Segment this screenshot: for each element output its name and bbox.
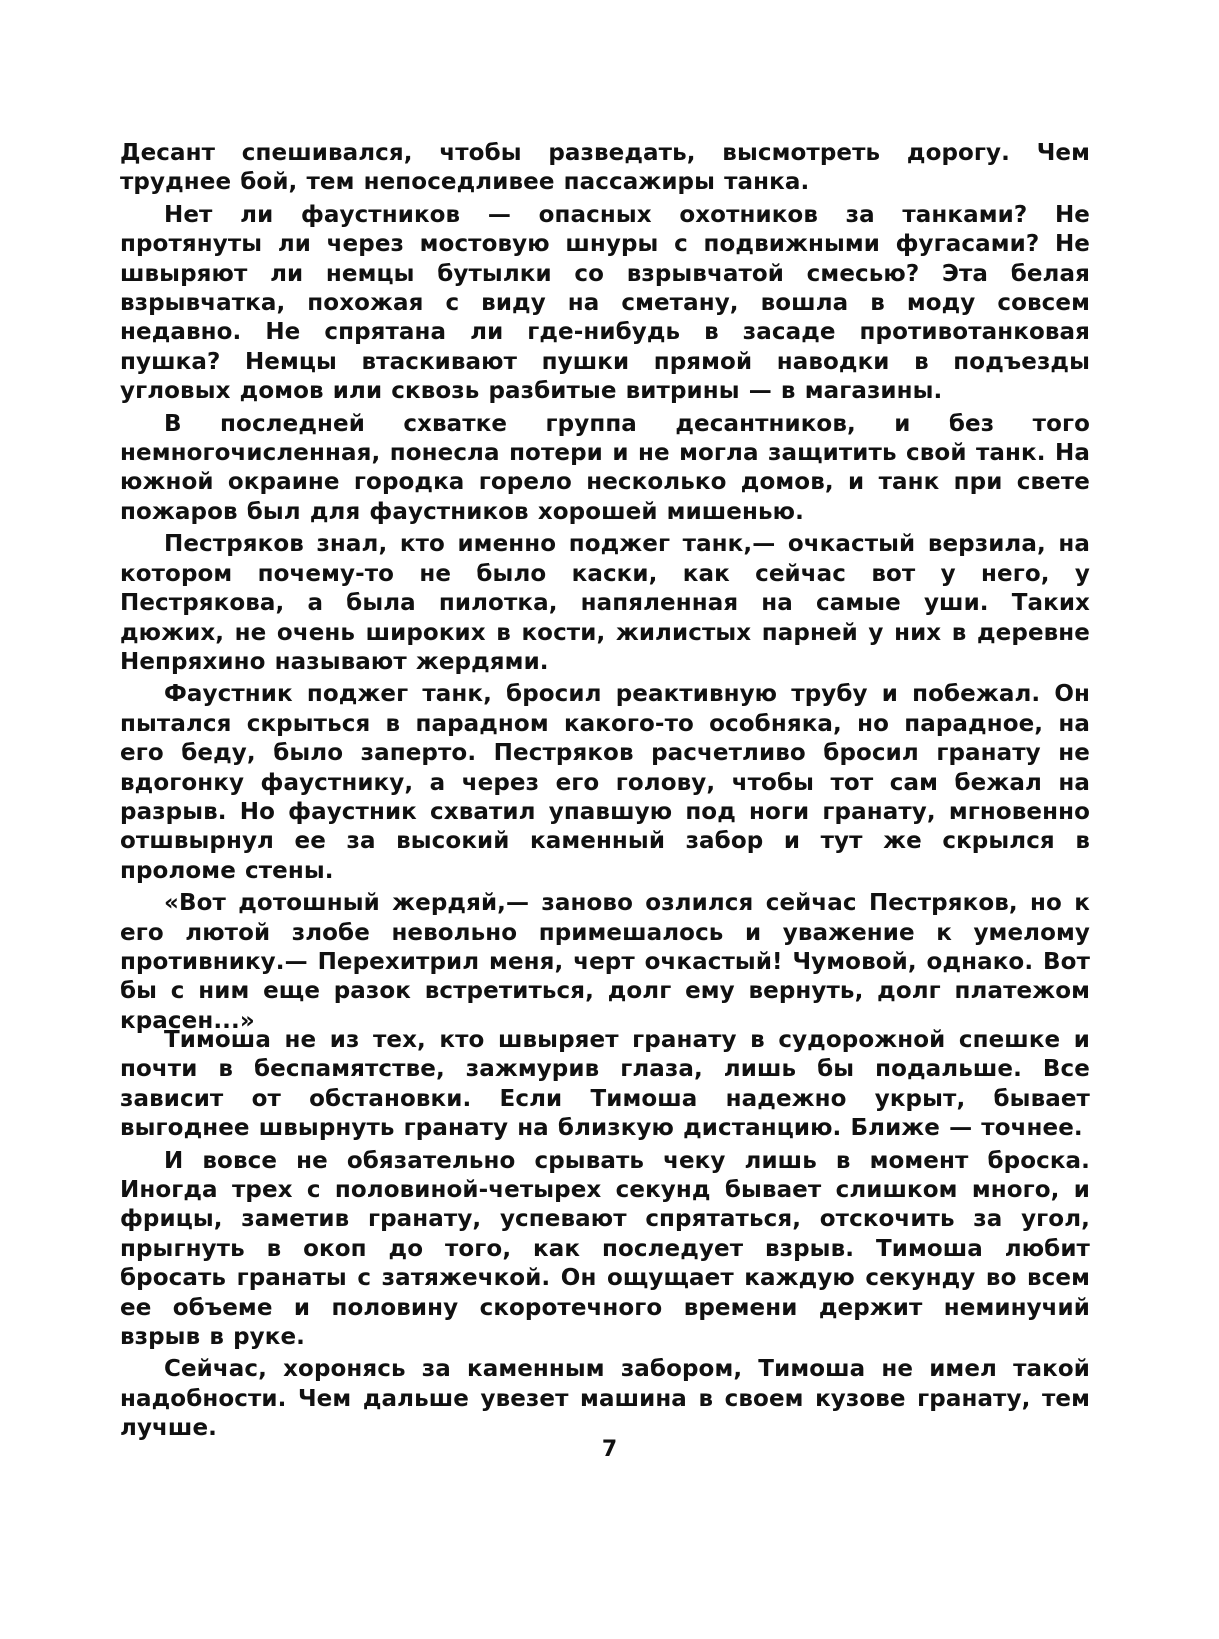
paragraph: Десант спешивался, чтобы разведать, высмотреть дорогу. Чем труднее бой, тем непоседливее пассажиры танка.: [120, 140, 1090, 196]
page-number: 7: [601, 1437, 618, 1462]
paragraph: Нет ли фаустников — опасных охотников за танками? Не протянуты ли через мостовую шнуры с подвижными фугасами? Не швыряют ли немцы бутылки со взрывчатой смесью? Эта белая взрывчатка, похожая с виду на сметану, вошла в моду совсем недавно. Не спрятана ли где-нибудь в засаде противотанковая пушка? Немцы втаскивают пушки прямой наводки в подъезды угловых домов или сквозь разбитые витрины — в магазины.: [120, 201, 1090, 405]
paragraph: В последней схватке группа десантников, и без того немногочисленная, понесла потери и не могла защитить свой танк. На южной окраине городка горело несколько домов, и танк при свете пожаров был для фаустников хорошей мишенью.: [120, 410, 1090, 525]
paragraph: Сейчас, хоронясь за каменным забором, Тимоша не имел такой надобности. Чем дальше увезет машина в своем кузове гранату, тем лучше.: [120, 1356, 1090, 1442]
paragraph: «Вот дотошный жердяй,— заново озлился сейчас Пестряков, но к его лютой злобе невольно примешалось и уважение к умелому противнику.— Перехитрил меня, черт очкастый! Чумовой, однако. Вот бы с ним еще разок встретиться, долг ему вернуть, долг платежом красен...»: [120, 890, 1090, 1034]
paragraph: Пестряков знал, кто именно поджег танк,— очкастый верзила, на котором почему-то не было каски, как сейчас вот у него, у Пестрякова, а была пилотка, напяленная на самые уши. Таких дюжих, не очень широких в кости, жилистых парней у них в деревне Непряхино называют жердями.: [120, 531, 1090, 675]
paragraph: Фаустник поджег танк, бросил реактивную трубу и побежал. Он пытался скрыться в парадном какого-то особняка, но парадное, на его беду, было заперто. Пестряков расчетливо бросил гранату не вдогонку фаустнику, а через его голову, чтобы тот сам бежал на разрыв. Но фаустник схватил упавшую под ноги гранату, мгновенно отшвырнул ее за высокий каменный забор и тут же скрылся в проломе стены.: [120, 681, 1090, 884]
paragraph: Тимоша не из тех, кто швыряет гранату в судорожной спешке и почти в беспамятстве, зажмурив глаза, лишь бы подальше. Все зависит от обстановки. Если Тимоша надежно укрыт, бывает выгоднее швырнуть гранату на близкую дистанцию. Ближе — точнее.: [120, 1027, 1090, 1142]
paragraph: И вовсе не обязательно срывать чеку лишь в момент броска. Иногда трех с половиной-четырех секунд бывает слишком много, и фрицы, заметив гранату, успевают спрятаться, отскочить за угол, прыгнуть в окоп до того, как последует взрыв. Тимоша любит бросать гранаты с затяжечкой. Он ощущает каждую секунду во всем ее объеме и половину скоротечного времени держит неминучий взрыв в руке.: [120, 1147, 1090, 1351]
text-section-one: [120, 139, 1090, 1039]
text-section-two: [120, 1026, 1090, 1447]
